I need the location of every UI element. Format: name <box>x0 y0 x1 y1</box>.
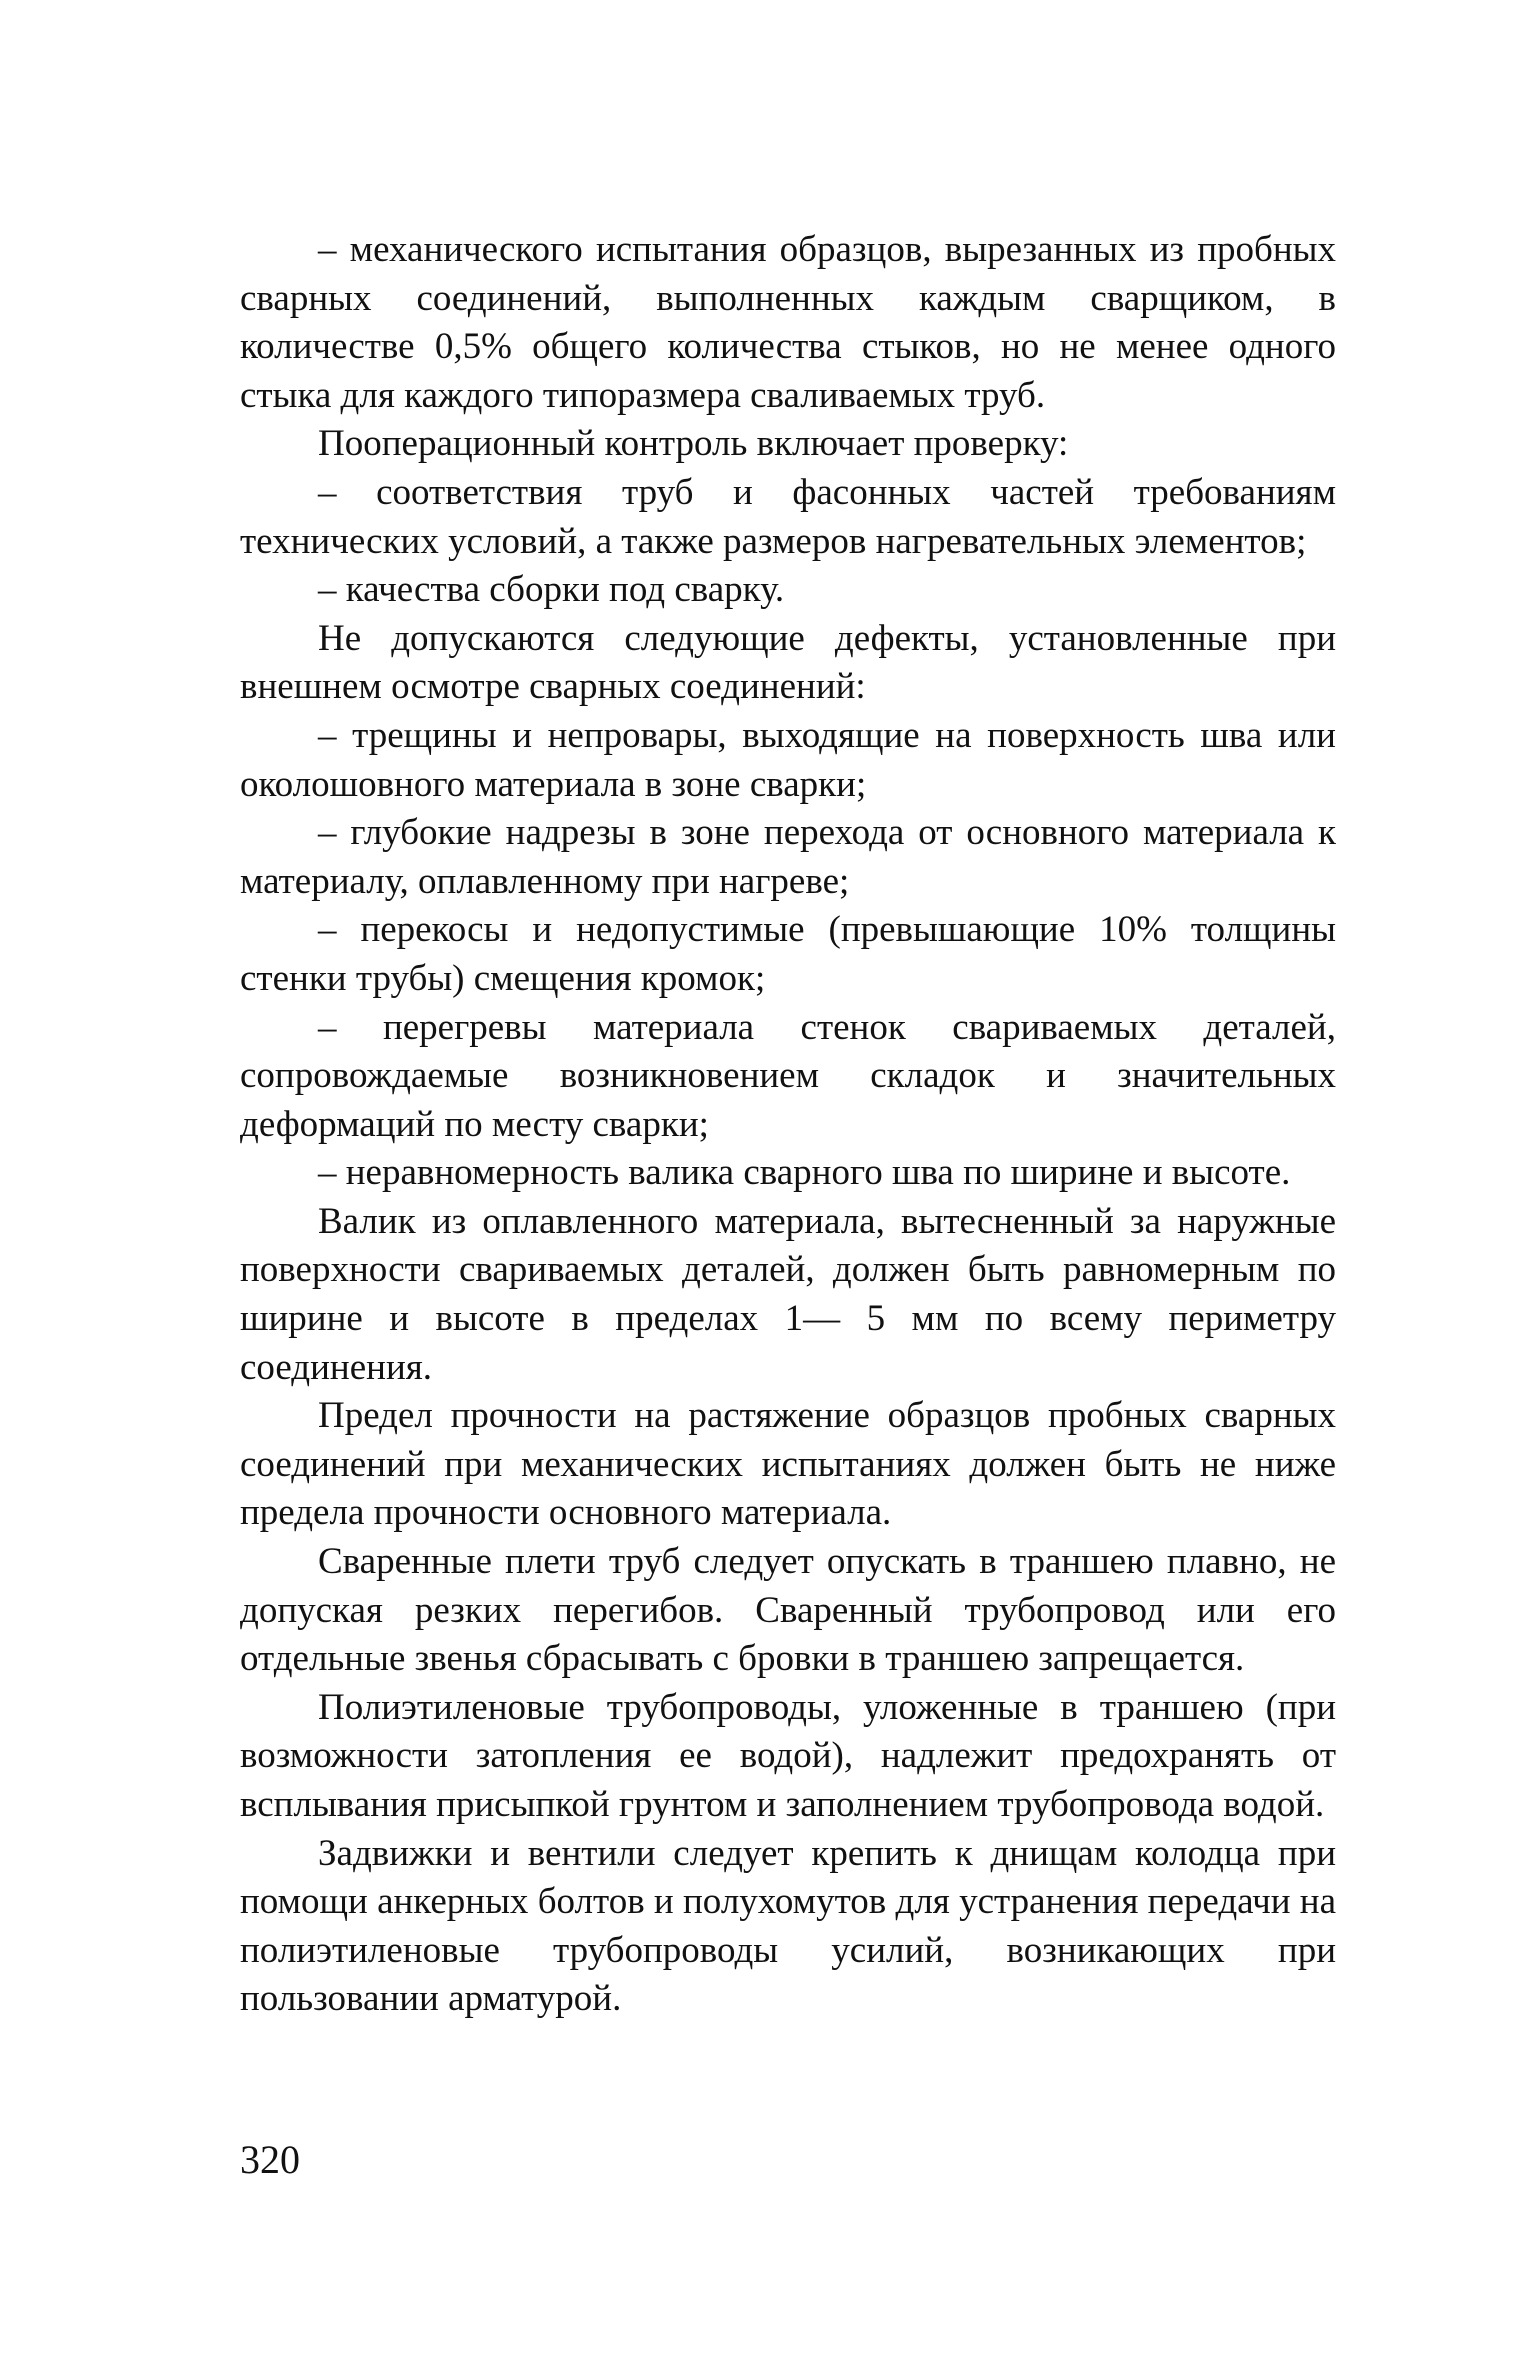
paragraph-4: – качества сборки под сварку. <box>318 569 785 611</box>
paragraph-11: Валик из оплавленного материала, вытесненный за наружные поверхности свариваемых деталей, должен быть равномерным по ширине и высоте в пределах 1— 5 мм по всему периметру соединения. <box>240 1200 1336 1388</box>
paragraph-12: Предел прочности на растяжение образцов пробных сварных соединений при механических испытаниях должен быть не ниже предела прочности основного материала. <box>240 1395 1336 1534</box>
paragraph-15: Задвижки и вентили следует крепить к днищам колодца при помощи анкерных болтов и полухомутов для устранения передачи на полиэтиленовые трубопроводы усилий, возникающих при пользовании арматурой. <box>240 1832 1336 2020</box>
paragraph-10: – неравномерность валика сварного шва по ширине и высоте. <box>318 1152 1291 1194</box>
paragraph-5: Не допускаются следующие дефекты, установленные при внешнем осмотре сварных соединений: <box>240 617 1336 708</box>
paragraph-7: – глубокие надрезы в зоне перехода от основного материала к материалу, оплавленному при нагреве; <box>240 812 1336 902</box>
page-number: 320 <box>240 2137 300 2182</box>
paragraph-3: – соответствия труб и фасонных частей требованиям технических условий, а также размеров нагревательных элементов; <box>240 471 1336 562</box>
paragraph-2: Пооперационный контроль включает проверку: <box>318 423 1069 465</box>
paragraph-1: – механического испытания образцов, вырезанных из пробных сварных соединений, выполненных каждым сварщиком, в количестве 0,5% общего количества стыков, но не менее одного стыка для каждого типоразмера сваливаемых труб. <box>240 229 1336 416</box>
paragraph-8: – перекосы и недопустимые (превышающие 10% толщины стенки трубы) смещения кромок; <box>240 909 1336 999</box>
paragraph-14: Полиэтиленовые трубопроводы, уложенные в траншею (при возможности затопления ее водой), надлежит предохранять от всплывания присыпкой грунтом и заполнением трубопровода водой. <box>240 1686 1336 1825</box>
page-body <box>240 226 1336 2024</box>
paragraph-13: Сваренные плети труб следует опускать в траншею плавно, не допуская резких перегибов. Сваренный трубопровод или его отдельные звенья сбрасывать с бровки в траншею запрещается. <box>240 1541 1336 1680</box>
paragraph-9: – перегревы материала стенок свариваемых деталей, сопровождаемые возникновением складок и значительных деформаций по месту сварки; <box>240 1006 1336 1145</box>
paragraph-6: – трещины и непровары, выходящие на поверхность шва или околошовного материала в зоне сварки; <box>240 714 1336 805</box>
